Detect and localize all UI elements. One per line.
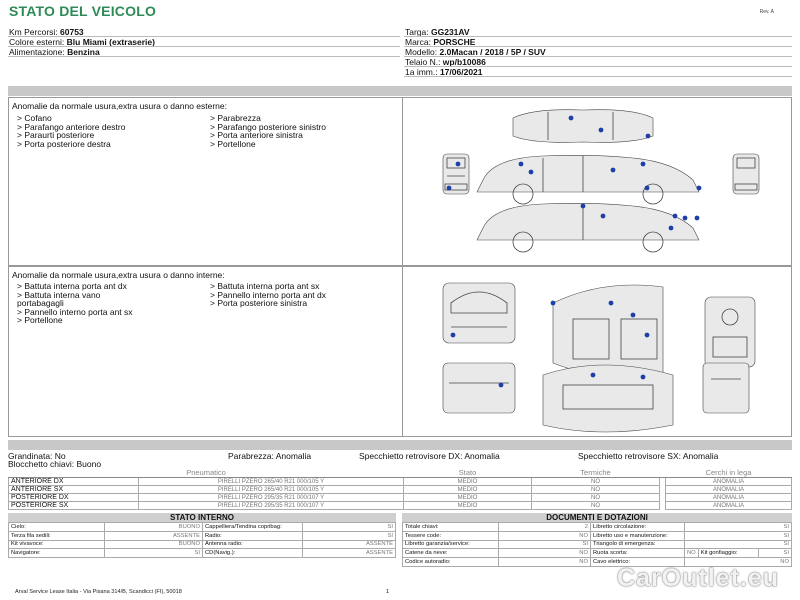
specchietto-sx-text: Specchietto retrovisore SX: Anomalia bbox=[578, 451, 719, 461]
documenti-title: DOCUMENTI E DOTAZIONI bbox=[402, 513, 792, 522]
list-item: > Parafango posteriore sinistro bbox=[210, 121, 326, 132]
car-interior-diagram-icon bbox=[403, 267, 791, 436]
internal-heading: Anomalie da normale usura,extra usura o danno interne: bbox=[12, 270, 225, 280]
page-number: 1 bbox=[386, 589, 390, 595]
table-row: ANTERIORE DX PIRELLI PZERO 265/40 R21 000/105 Y MEDIO NO ANOMALIA bbox=[9, 478, 792, 486]
table-row: Terza fila sedili: ASSENTE Radio: SI bbox=[9, 531, 396, 540]
list-item: > Pannello interno porta ant sx bbox=[17, 306, 133, 317]
col-header-termiche: Termiche bbox=[532, 468, 660, 478]
footer-company: Arval Service Lease Italia - Via Pisana 314/B, Scandicci (FI), 50018 bbox=[15, 589, 182, 595]
separator-bar-2 bbox=[8, 440, 792, 450]
page-title: STATO DEL VEICOLO bbox=[9, 3, 157, 19]
info-alimentazione: Alimentazione: Benzina bbox=[8, 47, 400, 57]
stato-interno-title: STATO INTERNO bbox=[8, 513, 396, 522]
table-row: POSTERIORE SX PIRELLI PZERO 295/35 R21 000/107 Y MEDIO NO ANOMALIA bbox=[9, 502, 792, 510]
blocchetto-text: Blocchetto chiavi: Buono bbox=[8, 459, 102, 469]
external-damage-panel bbox=[8, 97, 792, 266]
external-list-col2 bbox=[210, 114, 326, 148]
info-telaio: Telaio N.: wp/b10086 bbox=[404, 57, 792, 67]
watermark-logo: CarOutlet.eu bbox=[617, 564, 780, 592]
list-item: > Battuta interna vano bbox=[17, 289, 101, 300]
list-item: > Porta anteriore sinistra bbox=[210, 130, 303, 140]
table-row: Kit vivavoce: BUONO Antenna radio: ASSENTE bbox=[9, 540, 396, 549]
list-item: > Porta posteriore sinistra bbox=[210, 298, 308, 308]
info-targa: Targa: GG231AV bbox=[404, 27, 792, 37]
external-car-diagram bbox=[403, 98, 791, 265]
car-exterior-diagram-icon bbox=[403, 98, 791, 265]
table-row: Tessere code: NO Libretto uso e manutenzione: SI bbox=[403, 531, 792, 540]
list-item: > Cofano bbox=[17, 113, 52, 123]
info-immatricolazione: 1a imm.: 17/06/2021 bbox=[404, 67, 792, 77]
external-list-col1 bbox=[17, 114, 125, 148]
documenti-table bbox=[402, 522, 792, 567]
table-row: ANTERIORE SX PIRELLI PZERO 265/40 R21 000/105 Y MEDIO NO ANOMALIA bbox=[9, 486, 792, 494]
list-item: > Portellone bbox=[17, 315, 63, 325]
specchietto-dx-text: Specchietto retrovisore DX: Anomalia bbox=[359, 451, 500, 461]
vehicle-info-left bbox=[8, 27, 400, 57]
internal-damage-list bbox=[9, 267, 403, 436]
table-row: Codice autoradio: NO Cavo elettrico: NO bbox=[403, 558, 792, 567]
info-colore: Colore esterni: Blu Miami (extraserie) bbox=[8, 37, 400, 47]
summary-info bbox=[8, 452, 792, 468]
internal-list-col1 bbox=[17, 282, 133, 325]
table-row: Catene da neve: NO Ruota scorta: NO Kit gonfiaggio: SI bbox=[403, 549, 792, 558]
info-marca: Marca: PORSCHE bbox=[404, 37, 792, 47]
internal-list-col2 bbox=[210, 282, 326, 308]
tyres-table bbox=[8, 468, 792, 510]
list-item: > Portellone bbox=[210, 138, 256, 149]
col-header-cerchi: Cerchi in lega bbox=[666, 468, 792, 478]
col-header-pneumatico: Pneumatico bbox=[9, 468, 404, 478]
table-row: Navigatore: SI CD(Navig.): ASSENTE bbox=[9, 549, 396, 558]
internal-car-diagram bbox=[403, 267, 791, 436]
list-item: > Battuta interna porta ant sx bbox=[210, 281, 320, 291]
revision-label: Rev. A bbox=[759, 9, 774, 15]
list-item: > Parabrezza bbox=[210, 113, 261, 123]
list-item: > Battuta interna porta ant dx bbox=[17, 281, 127, 291]
parabrezza-text: Parabrezza: Anomalia bbox=[228, 451, 312, 461]
list-item: > Parafango anteriore destro bbox=[17, 121, 126, 132]
internal-damage-panel bbox=[8, 266, 792, 437]
external-heading: Anomalie da normale usura,extra usura o danno esterne: bbox=[12, 101, 227, 111]
list-item: > Porta posteriore destra bbox=[17, 138, 111, 149]
list-item: > Paraurti posteriore bbox=[17, 130, 95, 140]
list-item: > Pannello interno porta ant dx bbox=[210, 289, 327, 300]
grandinata-text: Grandinata: No bbox=[8, 451, 66, 461]
stato-interno-table bbox=[8, 522, 396, 558]
tyres-header-row bbox=[9, 468, 792, 478]
table-row: Cielo: BUONO Cappelliera/Tendina copribag: SI bbox=[9, 523, 396, 532]
vehicle-info-right bbox=[404, 27, 792, 77]
table-row: POSTERIORE DX PIRELLI PZERO 295/35 R21 000/107 Y MEDIO NO ANOMALIA bbox=[9, 494, 792, 502]
external-damage-list bbox=[9, 98, 403, 265]
table-row: Totale chiavi: 2 Libretto circolazione: SI bbox=[403, 523, 792, 532]
separator-bar bbox=[8, 86, 792, 96]
table-row: Libretto garanzia/service: SI Triangolo di emergenza: SI bbox=[403, 540, 792, 549]
info-km: Km Percorsi: 60753 bbox=[8, 27, 400, 37]
col-header-stato: Stato bbox=[404, 468, 532, 478]
list-item: portabagagli bbox=[17, 298, 64, 308]
info-modello: Modello: 2.0Macan / 2018 / 5P / SUV bbox=[404, 47, 792, 57]
